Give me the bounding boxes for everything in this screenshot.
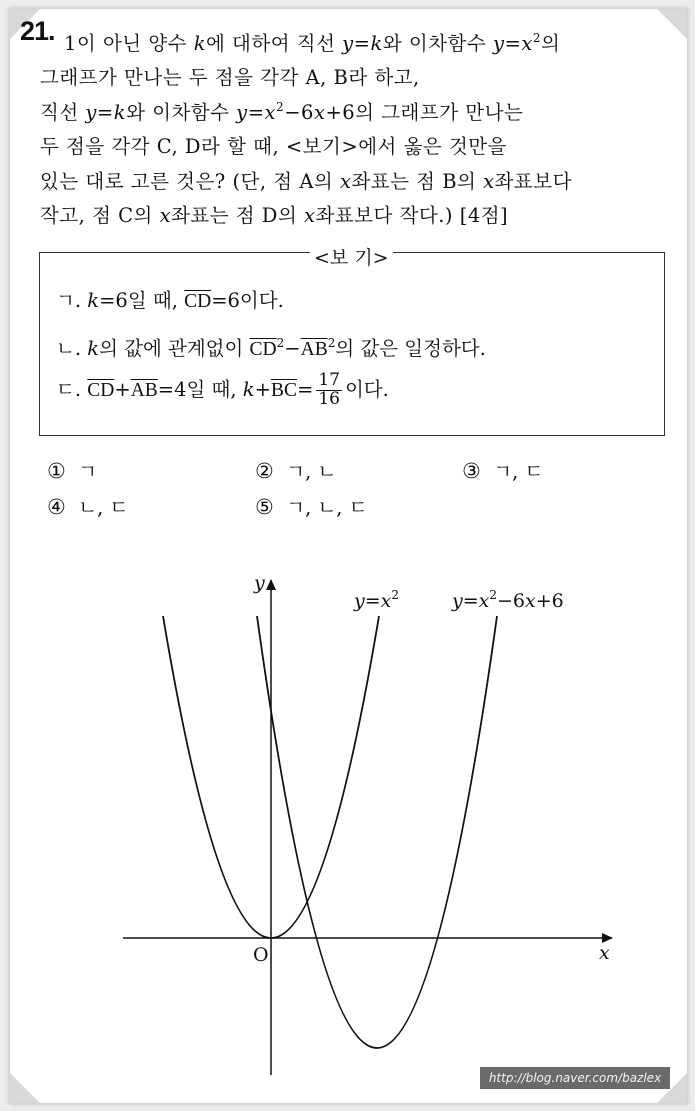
y-axis-label: y: [254, 572, 265, 594]
choice-2[interactable]: ② ㄱ, ㄴ: [255, 459, 337, 483]
choice-4[interactable]: ④ ㄴ, ㄷ: [47, 495, 129, 519]
watermark: http://blog.naver.com/bazlex: [480, 1067, 670, 1089]
origin-label: O: [253, 944, 269, 966]
choice-1[interactable]: ① ㄱ: [47, 459, 98, 483]
question-line-3: 직선 y=k와 이차함수 $y=x^2-6x+6$의 그래프가 만나는: [40, 100, 524, 124]
x-axis-label: x: [599, 942, 610, 964]
question-number: 21.: [20, 16, 55, 46]
bogi-item-2: ㄴ. k의 값에 관계없이 $\overline{CD}^2-\overline{AB}^2$의 값은 일정하다.: [56, 336, 486, 360]
question-line-4: 두 점을 각각 C, D라 할 때, <보기>에서 옳은 것만을: [40, 135, 507, 158]
curve1-label: $y=x^2$: [354, 588, 400, 612]
bogi-title: <보 기>: [310, 243, 393, 270]
choice-3[interactable]: ③ ㄱ, ㄷ: [462, 459, 544, 483]
curve2-label: $y=x^2-6x+6$: [452, 588, 564, 612]
curve-y-x2-6x-6: [257, 616, 497, 1048]
fraction: $\frac{17}{16}$: [318, 370, 340, 409]
bogi-item-1: ㄱ. k=6일 때, $\overline{CD}=6$이다.: [56, 289, 284, 312]
question-line-5: 있는 대로 고른 것은? (단, 점 A의 x좌표는 점 B의 x좌표보다: [40, 170, 572, 193]
question-line-2: 그래프가 만나는 두 점을 각각 A, B라 하고,: [40, 66, 420, 89]
question-line-1: 1이 아닌 양수 k에 대하여 직선 y=k와 이차함수 $y=x^2$의: [64, 31, 561, 55]
bogi-item-3: ㄷ. $\overline{CD}+\overline{AB}=4$일 때, $k+\overline{BC}=$ $\frac{17}{16}$ 이다.: [56, 370, 389, 409]
question-line-6: 작고, 점 C의 x좌표는 점 D의 x좌표보다 작다.) [4점]: [40, 204, 509, 227]
choice-5[interactable]: ⑤ ㄱ, ㄴ, ㄷ: [255, 495, 368, 519]
